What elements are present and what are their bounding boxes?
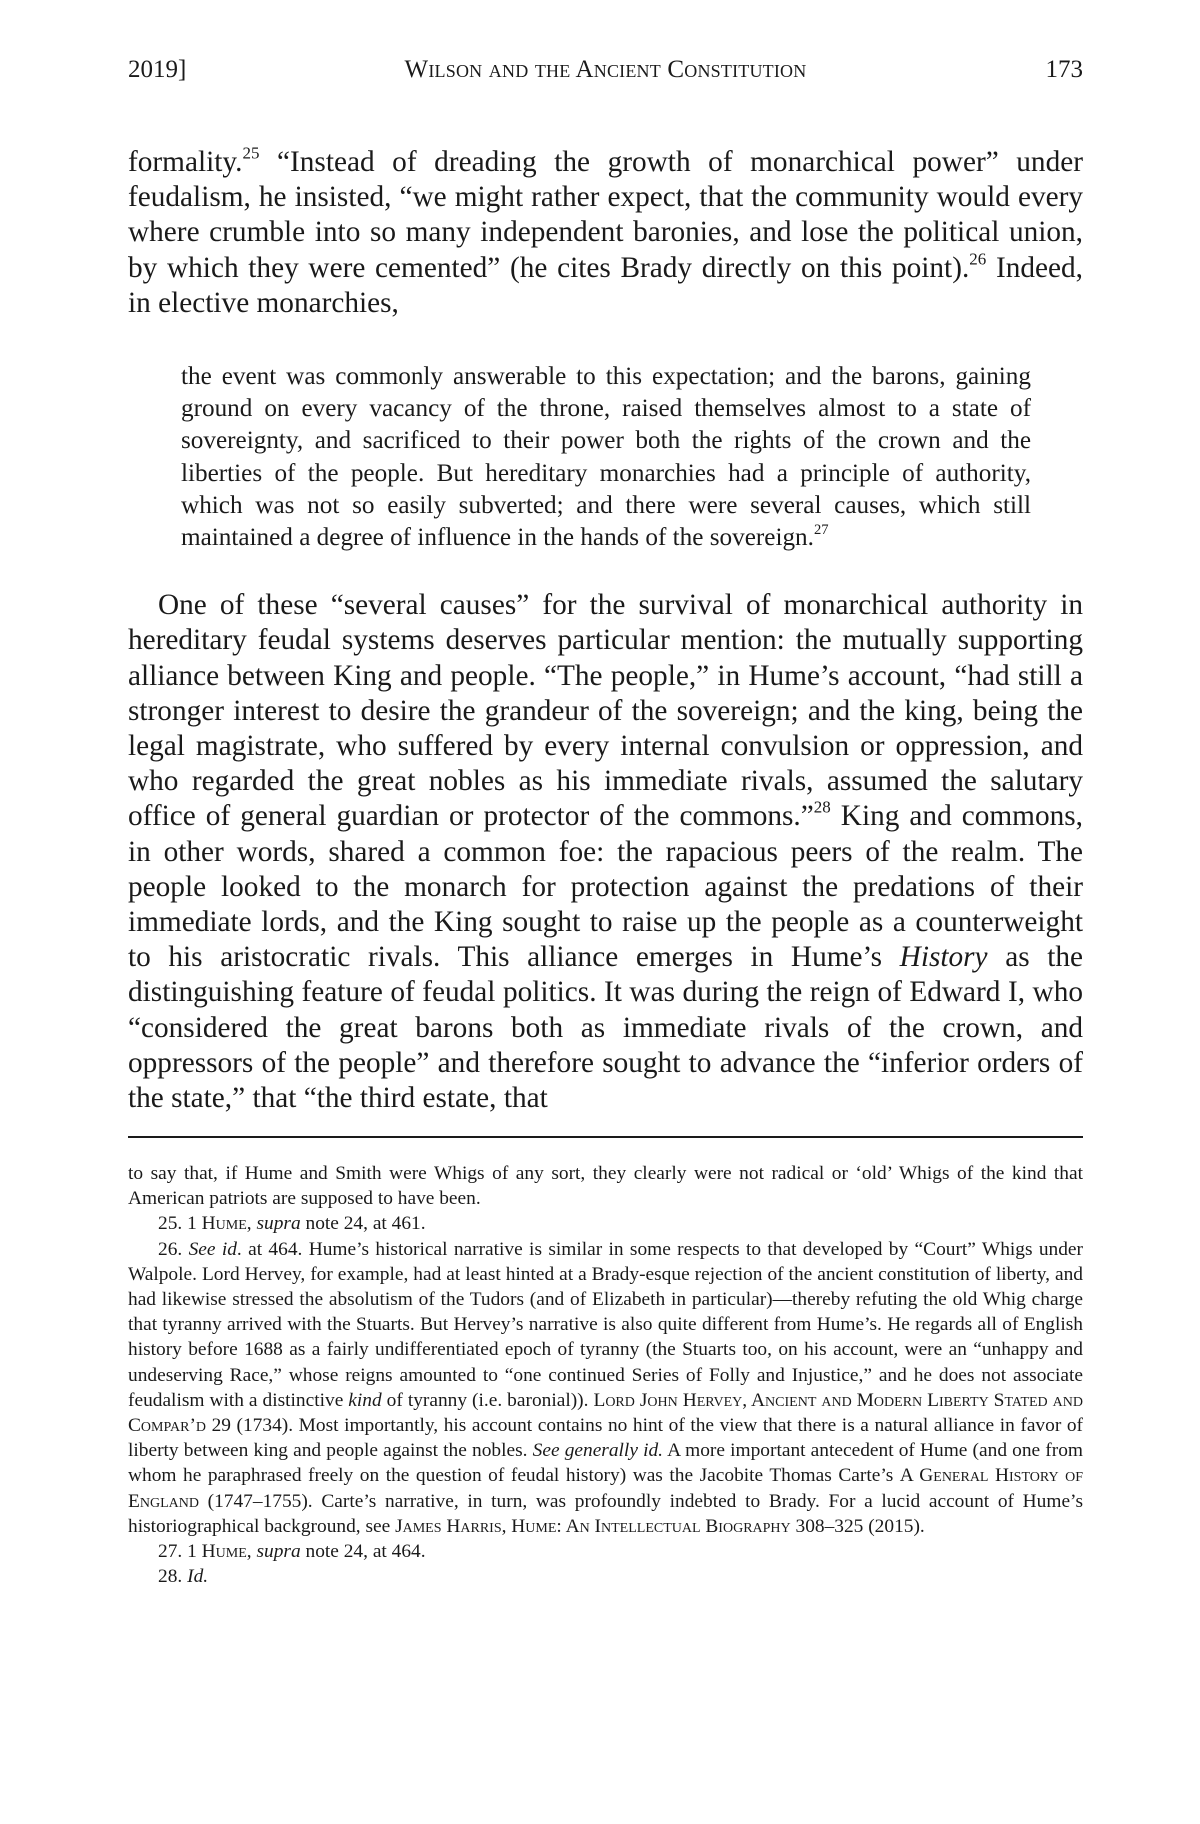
footnote-26-hervey-citation: Lord John Hervey, Ancient and Modern Liberty Stated and Compar’d xyxy=(128,1389,1083,1437)
footnote-25-author: Hume xyxy=(201,1213,247,1235)
paragraph-2 xyxy=(128,588,1083,1116)
footnote-ref-26[interactable]: 26 xyxy=(969,248,987,268)
footnote-26-text-a: . at 464. Hume’s historical narrative is similar in some respects to that developed by “Court” Whigs under Walpole. Lord Hervey, for example, had at least hinted at a Brady-esque rejection of the ancient constitution of liberty, and had likewise stressed the absolutism of the Tudors (and of Elizabeth in particular)—thereby refuting the old Whig charge that tyranny arrived with the Stuarts. But Hervey’s narrative is also quite different from Hume’s. He regards all of English history before 1688 as a fairly undifferentiated epoch of tyranny (the Stuarts too, on his account, were an “unhappy and undeserving Race,” whose reigns amounted to “one continued Series of Folly and Injustice,” and he does not associate feudalism with a distinctive xyxy=(128,1238,1083,1411)
paragraph-1-text-c: Indeed, in elective monarchies, xyxy=(128,251,1083,319)
footnotes xyxy=(128,1161,1083,1589)
paragraph-1-text-b: “Instead of dreading the growth of monarchical power” under feudalism, he insisted, “we might rather expect, that the community would every where crumble into so many independent baronies, and lose the political union, by which they were cemented” (he cites Brady directly on this point). xyxy=(128,146,1083,284)
paragraph-1 xyxy=(128,145,1083,321)
footnote-27-supra: supra xyxy=(256,1541,301,1563)
footnote-25-supra: supra xyxy=(256,1213,301,1235)
footnote-rule xyxy=(128,1136,1083,1138)
footnote-27-text-a: 1 xyxy=(182,1541,202,1563)
footnote-27-number: 27. xyxy=(158,1541,183,1563)
footnote-26-carte-citation: A General History of England xyxy=(128,1465,1083,1512)
footnote-26-see-id: See id xyxy=(188,1238,237,1260)
footnote-25 xyxy=(128,1211,1083,1236)
paragraph-2-text-a: One of these “several causes” for the survival of monarchical authority in hereditary feudal systems deserves particular mention: the mutually supporting alliance between King and people. “The people,” in Hume’s account, “had still a stronger interest to desire the grandeur of the sovereign; and the king, being the legal magistrate, who suffered by every internal convulsion or oppression, and who regarded the great nobles as his immediate rivals, assumed the salutary office of general guardian or protector of the commons.” xyxy=(128,589,1083,833)
header-year: 2019] xyxy=(128,56,187,83)
footnote-27-text-c: note 24, at 464. xyxy=(300,1541,426,1563)
header-title: Wilson and the Ancient Constitution xyxy=(404,56,807,83)
footnote-27-text-b: , xyxy=(246,1541,257,1563)
footnote-28-number: 28. xyxy=(158,1566,183,1588)
paragraph-2-text-b: King and commons, in other words, shared a common foe: the rapacious peers of the realm. The people looked to the monarch for protection against the predations of their immediate lords, and the King sought to raise up the people as a counterweight to his aristocratic rivals. This alliance emerges in Hume’s xyxy=(128,800,1083,974)
footnote-27 xyxy=(128,1539,1083,1564)
footnote-26-text-b: of tyranny (i.e. baronial)). xyxy=(381,1389,594,1411)
footnote-ref-28[interactable]: 28 xyxy=(813,797,831,817)
footnote-25-text-b: , xyxy=(246,1213,257,1235)
footnote-26 xyxy=(128,1237,1083,1539)
footnote-26-text-f: 308–325 (2015). xyxy=(790,1515,925,1537)
footnote-26-see-generally: See generally id. xyxy=(532,1440,663,1462)
footnote-28 xyxy=(128,1564,1083,1589)
footnote-25-text-a: 1 xyxy=(182,1213,202,1235)
footnote-26-text-d: A more important antecedent of Hume (and one from whom he paraphrased freely on the question of feudal history) was the Jacobite Thomas Carte’s xyxy=(128,1440,1083,1487)
history-title: History xyxy=(899,941,988,974)
footnote-26-text-e: (1747–1755). Carte’s narrative, in turn, was profoundly indebted to Brady. For a lucid account of Hume’s historiographical background, see xyxy=(128,1490,1083,1537)
body-text xyxy=(128,145,1083,1116)
footnote-27-author: Hume xyxy=(201,1541,247,1563)
block-quote-text: the event was commonly answerable to this expectation; and the barons, gaining ground on every vacancy of the throne, raised themselves almost to a state of sovereignty, and sacrificed to their power both the rights of the crown and the liberties of the people. But hereditary monarchies had a principle of authority, which was not so easily subverted; and there were several causes, which still maintained a degree of influence in the hands of the sovereign. xyxy=(181,363,1031,552)
footnote-ref-25[interactable]: 25 xyxy=(242,143,260,163)
footnote-continued: to say that, if Hume and Smith were Whigs of any sort, they clearly were not radical or ‘old’ Whigs of the kind that American patriots are supposed to have been. xyxy=(128,1163,1083,1210)
block-quote xyxy=(181,361,1031,554)
footnote-26-text-c: 29 (1734). Most importantly, his account contains no hint of the view that there is a natural alliance in favor of liberty between king and people against the nobles. xyxy=(128,1415,1083,1462)
footnote-25-text-c: note 24, at 461. xyxy=(300,1213,426,1235)
footnote-26-kind: kind xyxy=(348,1389,382,1411)
footnote-26-harris-citation: James Harris, Hume: An Intellectual Biography xyxy=(395,1515,791,1537)
footnote-25-number: 25. xyxy=(158,1213,183,1235)
paragraph-1-text-a: formality. xyxy=(128,146,243,178)
footnote-26-number: 26. xyxy=(158,1238,183,1260)
footnote-ref-27[interactable]: 27 xyxy=(813,522,829,539)
page-number: 173 xyxy=(1045,56,1083,83)
footnote-28-id: Id. xyxy=(187,1566,209,1588)
paragraph-2-text-c: as the distinguishing feature of feudal politics. It was during the reign of Edward I, who “considered the great barons both as immediate rivals of the crown, and oppressors of the people” and therefore sought to advance the “inferior orders of the state,” that “the third estate, that xyxy=(128,941,1083,1115)
running-head xyxy=(128,56,1083,92)
